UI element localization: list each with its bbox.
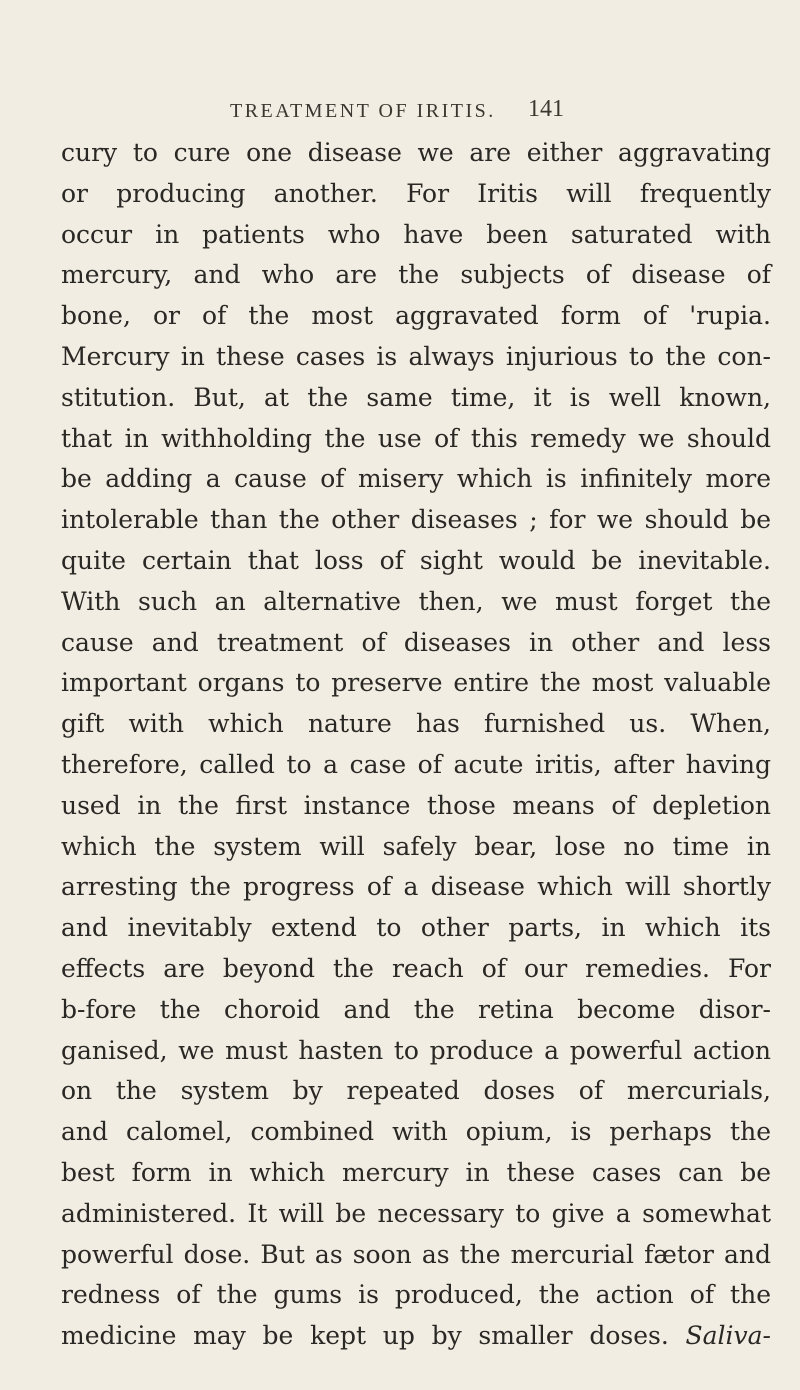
- text-line: cury to cure one disease we are either aggravating: [61, 138, 771, 167]
- text-line: bone, or of the most aggravated form of 'rupia.: [61, 301, 771, 331]
- text-line: occur in patients who have been saturated with: [61, 219, 771, 249]
- running-head: TREATMENT OF IRITIS.: [230, 100, 496, 122]
- text-line: and calomel, combined with opium, is perhaps the: [61, 1117, 771, 1147]
- text-line: ganised, we must hasten to produce a powerful action: [61, 1035, 771, 1065]
- text-line: cause and treatment of diseases in other and less: [61, 627, 771, 657]
- text-line: effects are beyond the reach of our remedies. For: [61, 953, 771, 983]
- text-line: and inevitably extend to other parts, in which its: [61, 913, 771, 943]
- text-line: intolerable than the other diseases ; for we should be: [61, 505, 771, 535]
- catchword: Saliva-: [685, 1321, 771, 1351]
- text-line: Mercury in these cases is always injurious to the con-: [61, 341, 771, 371]
- text-line: therefore, called to a case of acute iritis, after having: [61, 749, 771, 779]
- text-line: be adding a cause of misery which is infinitely more: [61, 464, 771, 494]
- body-text: [61, 133, 771, 1357]
- page-number: 141: [528, 96, 564, 122]
- text-line: b-fore the choroid and the retina become disor-: [61, 994, 771, 1024]
- text-line: mercury, and who are the subjects of disease of: [61, 260, 771, 290]
- text-line: or producing another. For Iritis will frequently: [61, 178, 771, 208]
- text-line: arresting the progress of a disease which will shortly: [61, 872, 771, 902]
- final-line-text: medicine may be kept up by smaller doses.: [61, 1321, 669, 1351]
- text-line: which the system will safely bear, lose no time in: [61, 831, 771, 861]
- text-line: gift with which nature has furnished us. When,: [61, 709, 771, 739]
- text-line: used in the first instance those means of depletion: [61, 790, 771, 820]
- text-line: that in withholding the use of this remedy we should: [61, 423, 771, 453]
- text-line: administered. It will be necessary to give a somewhat: [61, 1198, 771, 1228]
- text-line: important organs to preserve entire the most valuable: [61, 668, 771, 698]
- text-line: stitution. But, at the same time, it is well known,: [61, 382, 771, 412]
- text-line: on the system by repeated doses of mercurials,: [61, 1076, 771, 1106]
- text-line: quite certain that loss of sight would be inevitable.: [61, 545, 771, 575]
- text-line: redness of the gums is produced, the action of the: [61, 1280, 771, 1310]
- text-line: powerful dose. But as soon as the mercurial fætor and: [61, 1239, 771, 1269]
- text-line: With such an alternative then, we must forget the: [61, 586, 771, 616]
- final-text-line: [61, 1316, 771, 1357]
- text-line: best form in which mercury in these cases can be: [61, 1157, 771, 1187]
